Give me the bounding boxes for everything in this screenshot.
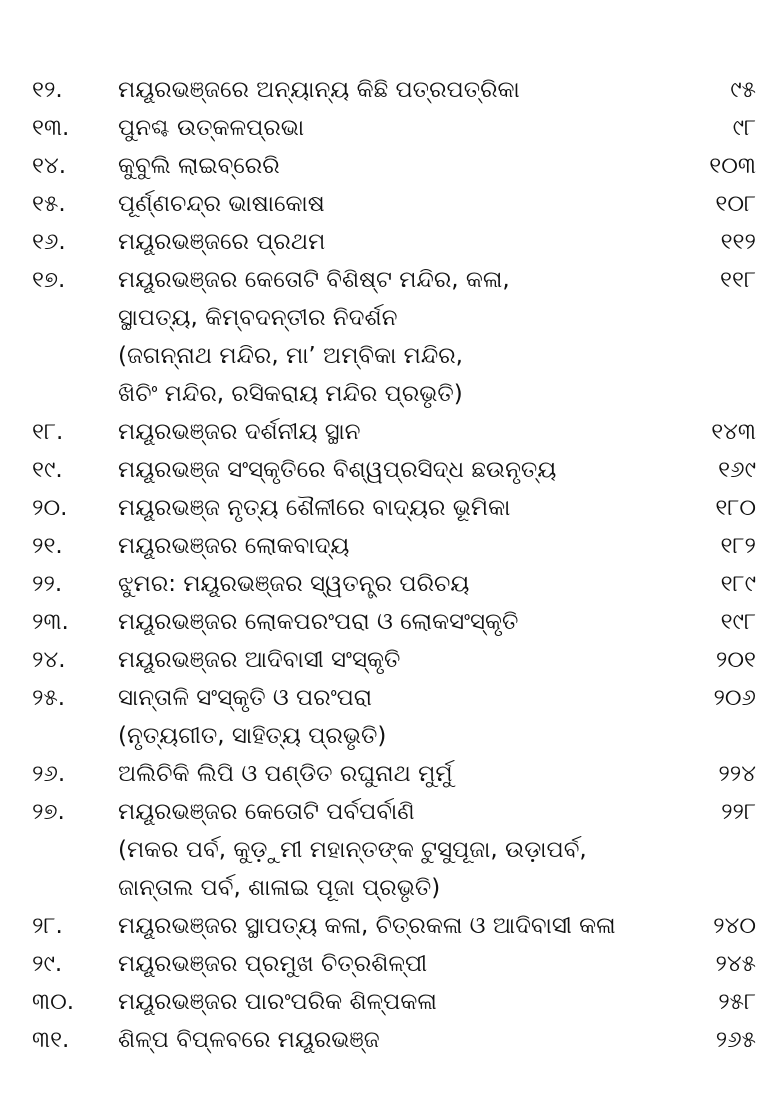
entry-number: ୨୯. xyxy=(32,951,63,977)
toc-row xyxy=(0,262,780,298)
toc-row-continuation xyxy=(0,338,780,374)
entry-number: ୨୭. xyxy=(32,799,65,825)
entry-title: ଅଲିଚିକି ଲିପି ଓ ପଣ୍ଡିତ ରଘୁନାଥ ମୁର୍ମୁ xyxy=(118,761,453,787)
toc-row xyxy=(0,794,780,830)
entry-title-continuation: (ମକର ପର୍ବ, କୁଡ଼ୁମୀ ମହାନ୍ତଙ୍କ ଟୁସୁପୂଜା, ଉଡ଼ାପର୍ବ, xyxy=(118,837,587,863)
entry-title-continuation: ଖିଚିଂ ମନ୍ଦିର, ରସିକରାୟ ମନ୍ଦିର ପ୍ରଭୃତି) xyxy=(118,381,463,407)
entry-number: ୩୦. xyxy=(32,989,75,1015)
entry-page: ୨୪୦ xyxy=(713,913,756,939)
entry-page: ୯୫ xyxy=(730,77,756,103)
entry-title: ଶିଳ୍ପ ବିପ୍ଳବରେ ମୟୂରଭଞ୍ଜ xyxy=(118,1027,380,1053)
entry-title: ମୟୂରଭଞ୍ଜର ଲୋକବାଦ୍ୟ xyxy=(118,533,350,559)
entry-title-continuation: ସ୍ଥାପତ୍ୟ, କିମ୍ବଦନ୍ତୀର ନିଦର୍ଶନ xyxy=(118,305,398,331)
entry-number: ୧୫. xyxy=(32,191,66,217)
entry-page: ୧୮୯ xyxy=(720,571,756,597)
entry-title: ମୟୂରଭଞ୍ଜର ଲୋକପରଂପରା ଓ ଲୋକସଂସ୍କୃତି xyxy=(118,609,519,635)
entry-page: ୧୦୩ xyxy=(709,153,756,179)
toc-row xyxy=(0,186,780,222)
entry-number: ୧୬. xyxy=(32,229,66,255)
toc-row xyxy=(0,1022,780,1058)
entry-title: ମୟୂରଭଞ୍ଜର ପ୍ରମୁଖ ଚିତ୍ରଶିଳ୍ପୀ xyxy=(118,951,428,977)
toc-row xyxy=(0,908,780,944)
toc-row-continuation xyxy=(0,300,780,336)
entry-number: ୧୯. xyxy=(32,457,63,483)
entry-page: ୯୮ xyxy=(732,115,756,141)
toc-row xyxy=(0,110,780,146)
entry-page: ୨୬୫ xyxy=(715,1027,756,1053)
toc-row-continuation xyxy=(0,718,780,754)
entry-number: ୧୭. xyxy=(32,267,66,293)
toc-row xyxy=(0,452,780,488)
entry-page: ୧୧୮ xyxy=(720,267,756,293)
entry-number: ୨୮. xyxy=(32,913,63,939)
entry-page: ୧୮୦ xyxy=(715,495,756,521)
entry-title: ପୂର୍ଣ୍ଣଚନ୍ଦ୍ର ଭାଷାକୋଷ xyxy=(118,191,325,217)
entry-page: ୨୦୧ xyxy=(715,647,756,673)
toc-row xyxy=(0,642,780,678)
entry-number: ୨୨. xyxy=(32,571,63,597)
entry-title: ମୟୂରଭଞ୍ଜରେ ଅନ୍ୟାନ୍ୟ କିଛି ପତ୍ରପତ୍ରିକା xyxy=(118,77,520,103)
entry-title: ସାନ୍ତାଳି ସଂସ୍କୃତି ଓ ପରଂପରା xyxy=(118,685,373,711)
toc-row xyxy=(0,680,780,716)
entry-number: ୨୪. xyxy=(32,647,66,673)
entry-title: ମୟୂରଭଞ୍ଜର ଦର୍ଶନୀୟ ସ୍ଥାନ xyxy=(118,419,361,445)
entry-number: ୧୩. xyxy=(32,115,70,141)
entry-page: ୨୦୬ xyxy=(713,685,756,711)
entry-title: ମୟୂରଭଞ୍ଜରେ ପ୍ରଥମ xyxy=(118,229,326,255)
toc-row-continuation xyxy=(0,870,780,906)
entry-number: ୨୧. xyxy=(32,533,63,559)
entry-title: ମୟୂରଭଞ୍ଜର ପାରଂପରିକ ଶିଳ୍ପକଳା xyxy=(118,989,437,1015)
entry-number: ୨୬. xyxy=(32,761,66,787)
entry-page: ୧୪୩ xyxy=(711,419,756,445)
entry-page: ୨୪୫ xyxy=(715,951,756,977)
entry-page: ୧୯୮ xyxy=(720,609,756,635)
entry-page: ୧୮୨ xyxy=(720,533,756,559)
toc-row xyxy=(0,414,780,450)
toc-row xyxy=(0,566,780,602)
entry-title: ମୟୂରଭଞ୍ଜର ଆଦିବାସୀ ସଂସ୍କୃତି xyxy=(118,647,401,673)
toc-row xyxy=(0,984,780,1020)
entry-number: ୧୪. xyxy=(32,153,67,179)
entry-number: ୧୨. xyxy=(32,77,63,103)
entry-title: ପୁନଶ୍ଚ ଉତ୍କଳପ୍ରଭା xyxy=(118,115,305,141)
entry-number: ୨୦. xyxy=(32,495,68,521)
toc-row-continuation xyxy=(0,376,780,412)
toc-row xyxy=(0,490,780,526)
entry-page: ୧୬୯ xyxy=(718,457,756,483)
entry-page: ୨୨୮ xyxy=(721,799,756,825)
toc-row xyxy=(0,946,780,982)
entry-number: ୨୩. xyxy=(32,609,69,635)
entry-number: ୧୮. xyxy=(32,419,64,445)
entry-title: ମୟୂରଭଞ୍ଜର କେତୋଟି ବିଶିଷ୍ଟ ମନ୍ଦିର, କଳା, xyxy=(118,267,510,293)
entry-title: ମୟୂରଭଞ୍ଜ ନୃତ୍ୟ ଶୈଳୀରେ ବାଦ୍ୟର ଭୂମିକା xyxy=(118,495,511,521)
entry-title-continuation: ଜାନ୍ତାଲ ପର୍ବ, ଶାଳାଇ ପୂଜା ପ୍ରଭୃତି) xyxy=(118,875,441,901)
entry-title: ମୟୂରଭଞ୍ଜ ସଂସ୍କୃତିରେ ବିଶ୍ୱପ୍ରସିଦ୍ଧ ଛଉନୃତ୍ୟ xyxy=(118,457,557,483)
entry-number: ୩୧. xyxy=(32,1027,70,1053)
entry-title: ଝୁମର: ମୟୂରଭଞ୍ଜର ସ୍ୱତନ୍ତ୍ର ପରିଚୟ xyxy=(118,571,470,597)
toc-row xyxy=(0,72,780,108)
entry-page: ୨୨୪ xyxy=(718,761,756,787)
toc-row xyxy=(0,604,780,640)
toc-row xyxy=(0,756,780,792)
toc-row-continuation xyxy=(0,832,780,868)
entry-title-continuation: (ଜଗନ୍ନାଥ ମନ୍ଦିର, ମା’ ଅମ୍ବିକା ମନ୍ଦିର, xyxy=(118,343,463,369)
toc-row xyxy=(0,224,780,260)
entry-page: ୧୦୮ xyxy=(715,191,756,217)
entry-title: ମୟୂରଭଞ୍ଜର ସ୍ଥାପତ୍ୟ କଳା, ଚିତ୍ରକଳା ଓ ଆଦିବାସୀ କଳା xyxy=(118,913,616,939)
toc-row xyxy=(0,528,780,564)
entry-title: କୁବୁଲି ଲାଇବ୍ରେରି xyxy=(118,153,280,179)
entry-title-continuation: (ନୃତ୍ୟଗୀତ, ସାହିତ୍ୟ ପ୍ରଭୃତି) xyxy=(118,723,387,749)
entry-number: ୨୫. xyxy=(32,685,66,711)
toc-row xyxy=(0,148,780,184)
entry-page: ୨୫୮ xyxy=(718,989,756,1015)
entry-title: ମୟୂରଭଞ୍ଜର କେତୋଟି ପର୍ବପର୍ବାଣି xyxy=(118,799,415,825)
entry-page: ୧୧୨ xyxy=(720,229,756,255)
